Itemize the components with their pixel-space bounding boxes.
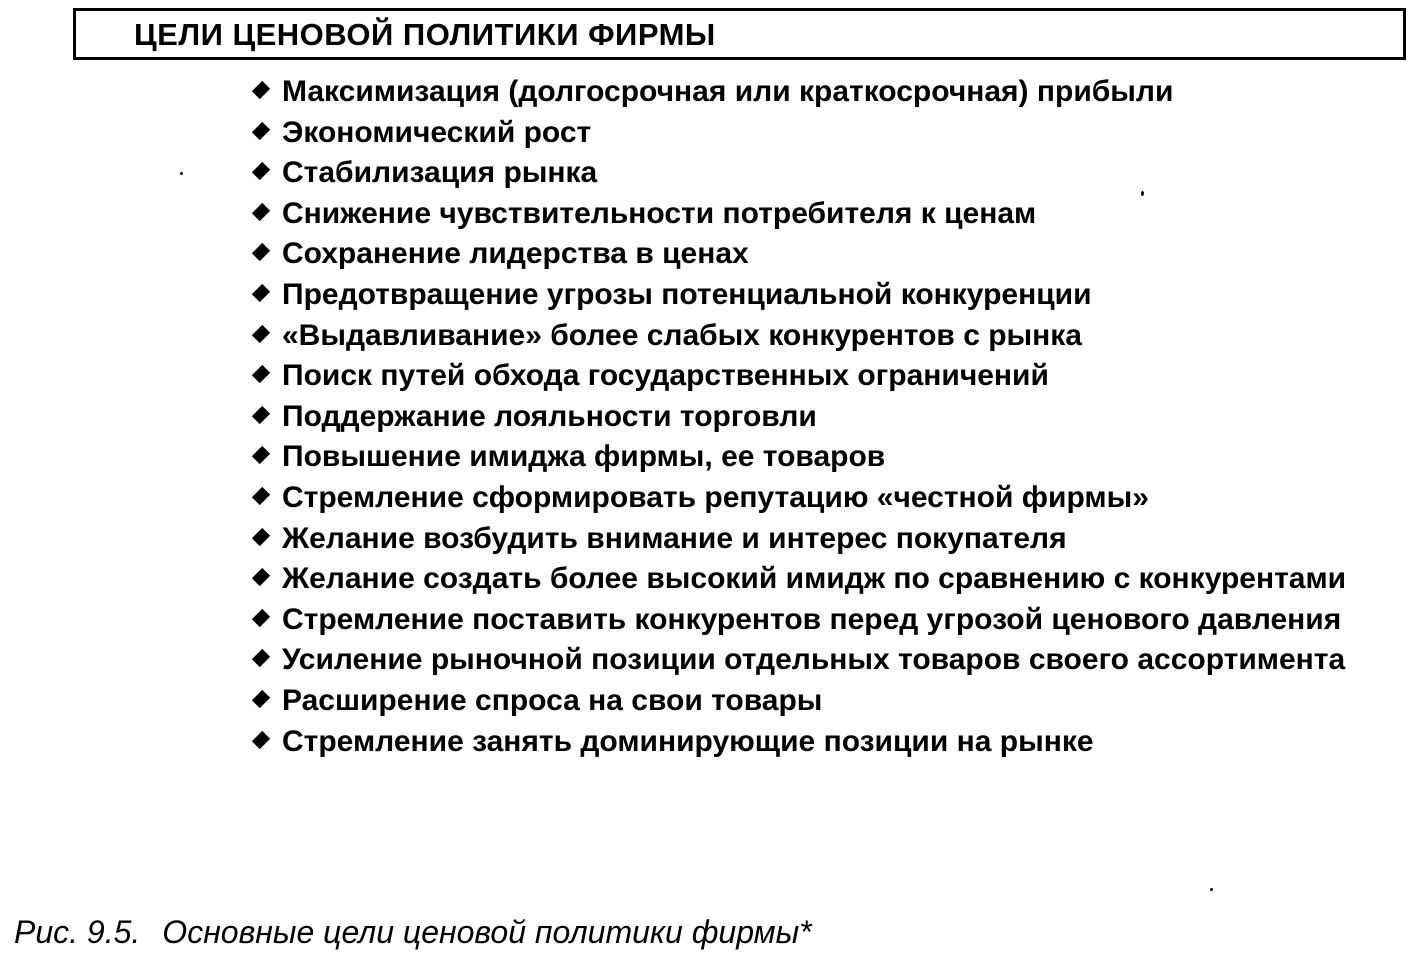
- scan-speck: [180, 172, 183, 175]
- goal-item: [246, 683, 1396, 719]
- goal-text: Повышение имиджа фирмы, ее товаров: [282, 440, 886, 474]
- goal-text: Стабилизация рынка: [282, 156, 598, 190]
- goal-item: [246, 236, 1396, 272]
- goal-item: [246, 642, 1396, 678]
- diamond-bullet-icon: [252, 609, 270, 627]
- diamond-bullet-icon: [252, 690, 270, 708]
- goal-item: [246, 724, 1396, 760]
- goal-text: Стремление сформировать репутацию «честной фирмы»: [282, 480, 1149, 514]
- figure-caption-text: Основные цели ценовой политики фирмы*: [162, 914, 812, 950]
- goal-item: [246, 196, 1396, 232]
- goal-text: Стремление поставить конкурентов перед угрозой ценового давления: [282, 602, 1342, 636]
- goal-item: [246, 521, 1396, 557]
- title-box: [73, 8, 1406, 60]
- diamond-bullet-icon: [252, 203, 270, 221]
- goal-item: [246, 115, 1396, 151]
- goal-item: [246, 602, 1396, 638]
- goals-list: [246, 74, 1396, 764]
- goal-text: Усиление рыночной позиции отдельных товаров своего ассортимента: [282, 643, 1346, 677]
- figure-caption: [14, 914, 812, 951]
- diamond-bullet-icon: [252, 730, 270, 748]
- diamond-bullet-icon: [252, 365, 270, 383]
- goal-item: [246, 358, 1396, 394]
- diamond-bullet-icon: [252, 284, 270, 302]
- goal-item: [246, 480, 1396, 516]
- goal-item: [246, 74, 1396, 110]
- goal-item: [246, 277, 1396, 313]
- goal-text: «Выдавливание» более слабых конкурентов с рынка: [282, 318, 1082, 352]
- goal-text: Стремление занять доминирующие позиции на рынке: [282, 724, 1094, 758]
- goal-text: Снижение чувствительности потребителя к ценам: [282, 196, 1037, 230]
- page-title: ЦЕЛИ ЦЕНОВОЙ ПОЛИТИКИ ФИРМЫ: [134, 17, 716, 52]
- diamond-bullet-icon: [252, 162, 270, 180]
- diamond-bullet-icon: [252, 446, 270, 464]
- diamond-bullet-icon: [252, 406, 270, 424]
- goal-item: [246, 561, 1396, 597]
- goal-text: Поиск путей обхода государственных ограничений: [282, 359, 1049, 393]
- figure-number: Рис. 9.5.: [14, 914, 141, 950]
- diamond-bullet-icon: [252, 81, 270, 99]
- diamond-bullet-icon: [252, 324, 270, 342]
- goal-text: Поддержание лояльности торговли: [282, 399, 817, 433]
- diamond-bullet-icon: [252, 487, 270, 505]
- goal-item: [246, 318, 1396, 354]
- goal-text: Желание возбудить внимание и интерес покупателя: [282, 521, 1067, 555]
- goal-item: [246, 439, 1396, 475]
- diamond-bullet-icon: [252, 527, 270, 545]
- scan-speck: [1210, 888, 1213, 891]
- goal-text: Желание создать более высокий имидж по сравнению с конкурентами: [282, 562, 1347, 596]
- goal-text: Максимизация (долгосрочная или краткосрочная) прибыли: [282, 75, 1174, 108]
- scan-speck: [1141, 191, 1144, 196]
- diamond-bullet-icon: [252, 649, 270, 667]
- goal-text: Расширение спроса на свои товары: [282, 683, 823, 717]
- diamond-bullet-icon: [252, 243, 270, 261]
- goal-text: Экономический рост: [282, 115, 592, 149]
- goal-item: [246, 399, 1396, 435]
- goal-item: [246, 155, 1396, 191]
- diamond-bullet-icon: [252, 568, 270, 586]
- diamond-bullet-icon: [252, 121, 270, 139]
- goal-text: Предотвращение угрозы потенциальной конкуренции: [282, 277, 1092, 311]
- goal-text: Сохранение лидерства в ценах: [282, 237, 749, 271]
